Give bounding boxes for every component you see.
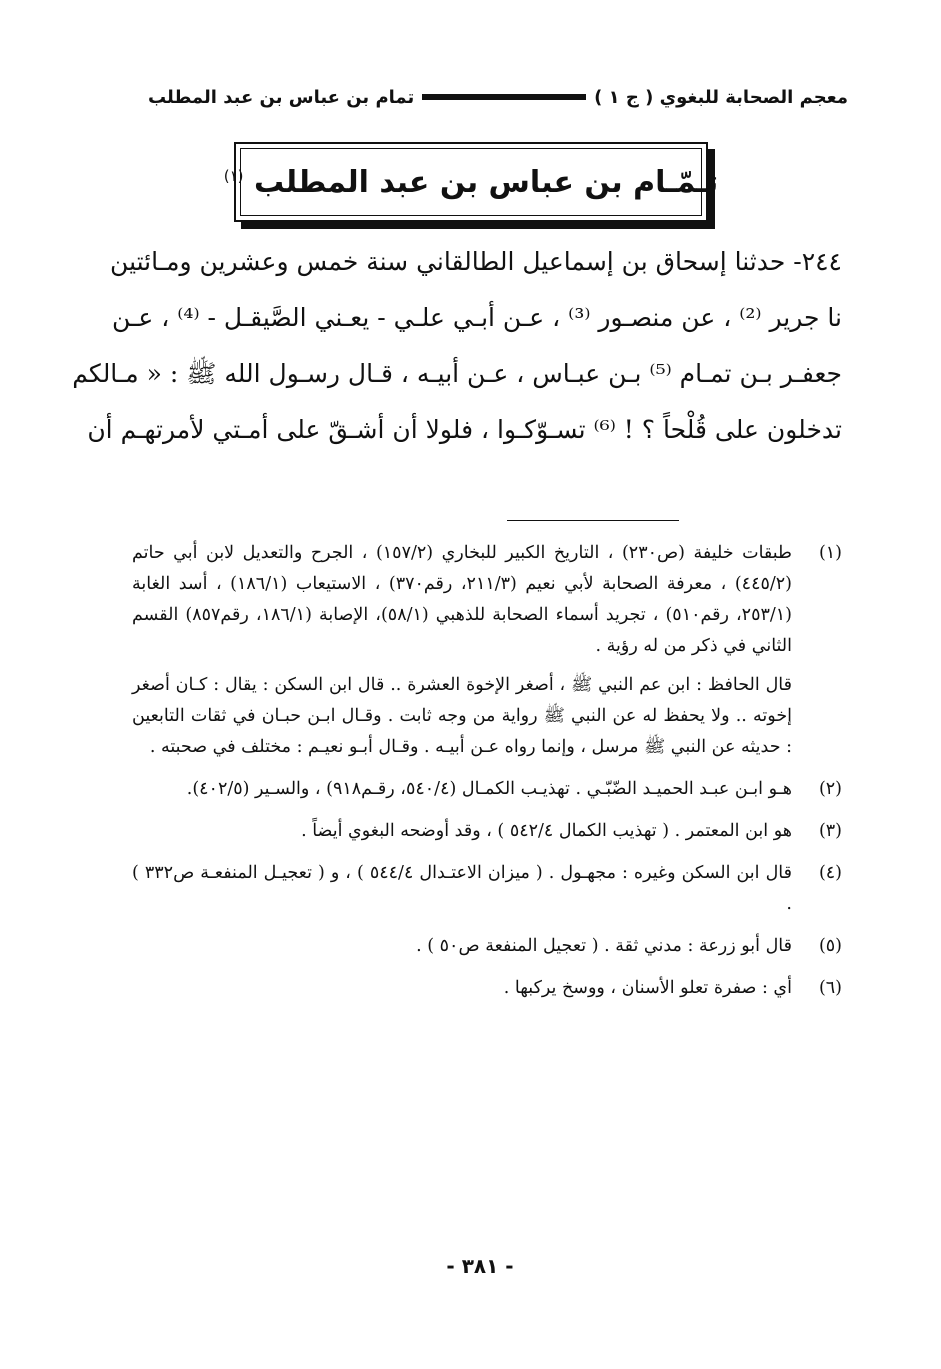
footnote-paragraph: هو ابن المعتمر . ( تهذيب الكمال ٥٤٢/٤ ) ، وقد أوضحه البغوي أيضاً . (301, 821, 792, 841)
header-book-title: معجم الصحابة للبغوي ( ج ١ ) (594, 86, 848, 108)
footnote-2 (132, 774, 842, 805)
footnote-number: (٢) (818, 779, 842, 799)
footnote-paragraph: أي : صفرة تعلو الأسنان ، ووسخ يركبها . (503, 978, 792, 998)
footnote-6 (132, 973, 842, 1004)
footnote-text (132, 973, 792, 1004)
footnote-text (132, 538, 792, 763)
entry-title-footnote-ref: (١) (223, 166, 244, 185)
entry-title-text: تـمّـام بن عباس بن عبد المطلب (253, 164, 719, 200)
footnote-paragraph: قال ابن السكن وغيره : مجهـول . ( ميزان الاعتـدال ٥٤٤/٤ ) ، و ( تعجيـل المنفعـة ص٣٣٢ ) . (132, 863, 792, 914)
footnote-separator (507, 520, 679, 521)
footnote-number: (٥) (818, 936, 842, 956)
hadith-line: تدخلون على قُلْحاً ؟ ! ⁽⁶⁾ تسـوّكـوا ، فلولا أن أشـقّ على أمـتي لأمرتهـم أن (87, 415, 842, 444)
footnote-3 (132, 816, 842, 847)
footnotes (132, 538, 842, 1015)
footnote-text (132, 816, 792, 847)
entry-title (224, 165, 718, 200)
footnote-paragraph: طبقات خليفة (ص٢٣٠) ، التاريخ الكبير للبخاري (١٥٧/٢) ، الجرح والتعديل لابن أبي حاتم (٤٤٥/٢) ، معرفة الصحابة لأبي نعيم (٢١١/٣، رقم٣٧٠) ، الاستيعاب (١٨٦/١) ، أسد الغابة (٢٥٣/١، رقم٥١٠) ، تجريد أسماء الصحابة للذهبي (٥٨/١)، الإصابة (١٨٦/١، رقم٨٥٧) القسم الثاني في ذكر من له رؤية . (132, 543, 792, 656)
footnote-number: (٤) (818, 863, 842, 883)
hadith-line: نا جرير ⁽²⁾ ، عن منصـور ⁽³⁾ ، عـن أبـي علـي - يعـني الصَّيقـل - ⁽⁴⁾ ، عـن (112, 303, 842, 332)
footnote-text (132, 774, 792, 805)
header-rule (422, 94, 586, 100)
hadith-text (72, 234, 842, 458)
footnote-number: (١) (818, 543, 842, 563)
footnote-paragraph: قال الحافظ : ابن عم النبي ﷺ ، أصغر الإخوة العشرة .. قال ابن السكن : يقال : كـان أصغر إخوته .. ولا يحفظ له عن النبي ﷺ رواية من وجه ثابت . وقـال ابـن حبـان في ثقات التابعين : حديثه عن النبي ﷺ مرسل ، وإنما رواه عـن أبيـه . وقـال أبـو نعيـم : مختلف في صحبته . (132, 675, 792, 757)
footnote-1 (132, 538, 842, 763)
page-number: - ٣٨١ - (446, 1254, 514, 1278)
footnote-4 (132, 858, 842, 920)
footnote-number: (٣) (818, 821, 842, 841)
header-entry-name: تمام بن عباس بن عبد المطلب (148, 86, 415, 108)
running-header (148, 80, 848, 114)
hadith-line: جعفـر بـن تمـام ⁽⁵⁾ بـن عبـاس ، عـن أبيـه ، قـال رسـول الله ﷺ : « مـالكم (72, 359, 842, 388)
hadith-line: ٢٤٤- حدثنا إسحاق بن إسماعيل الطالقاني سنة خمس وعشرين ومـائتين (110, 247, 842, 276)
footnote-number: (٦) (818, 978, 842, 998)
footnote-paragraph: هـو ابـن عبـد الحميـد الضّبّـي . تهذيـب الكمـال (٥٤٠/٤، رقـم٩١٨) ، والسـير (٤٠٢/٥). (186, 779, 792, 799)
footnote-paragraph: قال أبو زرعة : مدني ثقة . ( تعجيل المنفعة ص٥٠ ) . (416, 936, 792, 956)
footnote-text (132, 931, 792, 962)
entry-title-box (223, 142, 719, 222)
footnote-text (132, 858, 792, 920)
footnote-5 (132, 931, 842, 962)
